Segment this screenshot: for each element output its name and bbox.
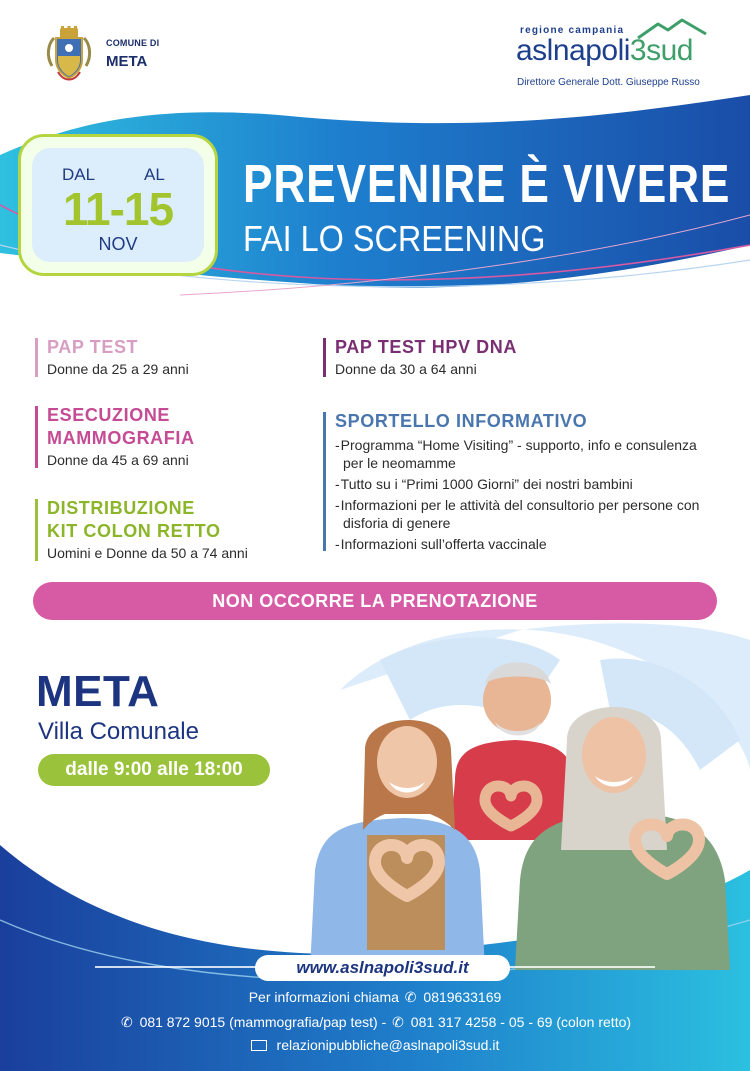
service-title-line1: ESECUZIONE [47, 405, 171, 425]
municipal-crest-icon [44, 26, 94, 84]
service-hpv-dna [323, 336, 517, 379]
phone-colon[interactable]: 081 317 4258 - 05 - 69 (colon retto) [410, 1014, 632, 1030]
email-link[interactable]: relazionipubbliche@aslnapoli3sud.it [276, 1037, 500, 1053]
list-item: - Programma “Home Visiting” - supporto, info e consulenza per le neomamme [335, 436, 715, 472]
service-title-line1: DISTRIBUZIONE [47, 498, 195, 518]
service-desc: Donne da 25 a 29 anni [47, 361, 189, 377]
list-item: - Informazioni sull’offerta vaccinale [335, 535, 715, 553]
phone-mammografia[interactable]: 081 872 9015 (mammografia/pap test) - [139, 1014, 387, 1030]
people-hearts-illustration [305, 630, 750, 970]
service-accent-bar [35, 406, 38, 468]
asl-logo: aslnapoli3sud [516, 34, 693, 67]
date-from-label: DAL [62, 165, 96, 184]
info-phone[interactable]: 0819633169 [423, 989, 502, 1005]
date-month: NOV [98, 234, 138, 254]
comune-label: COMUNE DI [106, 38, 160, 48]
subheadline: FAI LO SCREENING [243, 218, 546, 259]
service-accent-bar [323, 338, 326, 377]
service-title: PAP TEST HPV DNA [335, 337, 517, 357]
footer-email-line [0, 1037, 750, 1053]
sportello-list [335, 436, 715, 553]
website-link[interactable]: www.aslnapoli3sud.it [255, 955, 510, 981]
service-desc: Uomini e Donne da 50 a 74 anni [47, 545, 248, 561]
service-title: PAP TEST [47, 337, 139, 357]
location-hours: dalle 9:00 alle 18:00 [38, 754, 270, 786]
service-desc: Donne da 30 a 64 anni [335, 361, 477, 377]
headline: PREVENIRE È VIVERE [243, 154, 731, 214]
asl-director: Direttore Generale Dott. Giuseppe Russo [517, 77, 700, 88]
service-pap-test [35, 336, 189, 379]
list-item: - Tutto su i “Primi 1000 Giorni” dei nostri bambini [335, 475, 715, 493]
asl-region-label: regione campania [520, 25, 625, 36]
service-accent-bar [323, 412, 326, 551]
service-title: SPORTELLO INFORMATIVO [335, 411, 588, 431]
location-place: Villa Comunale [38, 718, 199, 745]
envelope-icon [251, 1040, 267, 1051]
phone-icon: ✆ [120, 1014, 133, 1030]
phone-icon: ✆ [404, 989, 417, 1005]
list-item: - Informazioni per le attività del consultorio per persone con disforia di genere [335, 496, 715, 532]
info-text: Per informazioni chiama [248, 989, 399, 1005]
service-sportello [323, 410, 715, 553]
service-desc: Donne da 45 a 69 anni [47, 452, 189, 468]
phone-icon: ✆ [392, 1014, 404, 1030]
footer-phones-line [0, 1014, 750, 1031]
service-title-line2: MAMMOGRAFIA [47, 428, 195, 448]
service-mammografia [35, 404, 195, 470]
comune-name: META [106, 53, 148, 70]
footer-info-line [0, 989, 750, 1006]
service-accent-bar [35, 499, 38, 561]
location-city: META [36, 667, 160, 716]
service-colon-kit [35, 497, 248, 563]
date-to-label: AL [144, 165, 165, 184]
service-accent-bar [35, 338, 38, 377]
no-booking-notice: NON OCCORRE LA PRENOTAZIONE [33, 582, 717, 620]
service-title-line2: KIT COLON RETTO [47, 521, 221, 541]
date-days: 11-15 [62, 183, 174, 235]
